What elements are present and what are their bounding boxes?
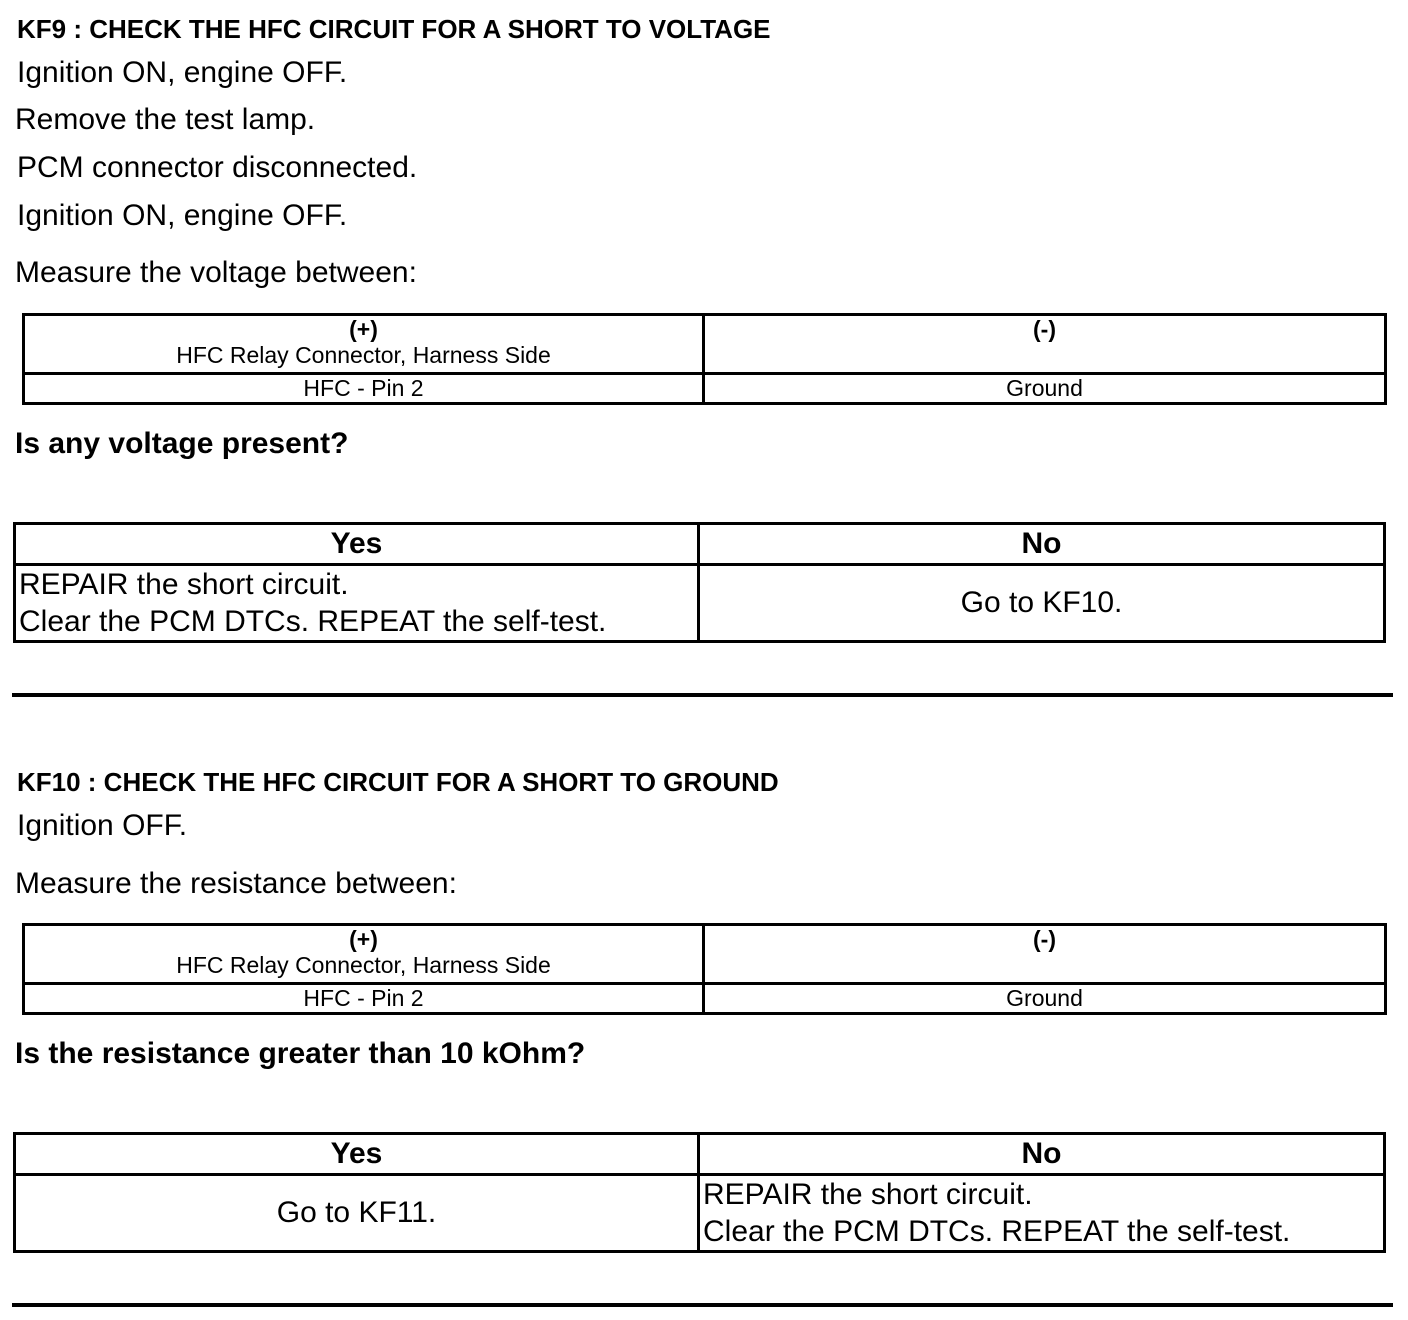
kf9-plus-label: HFC Relay Connector, Harness Side	[176, 342, 551, 368]
kf10-answer-table	[13, 1132, 1386, 1253]
kf10-plus-value: HFC - Pin 2	[24, 984, 704, 1014]
kf10-yes-header: Yes	[15, 1134, 699, 1175]
kf10-no-line-1: REPAIR the short circuit.	[703, 1178, 1033, 1211]
kf9-minus-sign: (-)	[1033, 316, 1056, 342]
kf9-no-result: Go to KF10.	[699, 565, 1385, 642]
section-divider-2	[12, 1303, 1393, 1307]
kf9-plus-header-cell	[24, 315, 704, 374]
kf10-no-header: No	[699, 1134, 1385, 1175]
kf10-no-result	[699, 1175, 1385, 1252]
kf9-measure-instruction: Measure the voltage between:	[15, 256, 417, 289]
kf9-question: Is any voltage present?	[15, 427, 349, 460]
kf10-plus-label: HFC Relay Connector, Harness Side	[176, 952, 551, 978]
kf9-plus-sign: (+)	[349, 316, 378, 342]
kf10-yes-result: Go to KF11.	[15, 1175, 699, 1252]
kf9-answer-table	[13, 522, 1386, 643]
kf10-measurement-table	[22, 923, 1387, 1015]
kf9-minus-value: Ground	[704, 374, 1386, 404]
kf10-plus-sign: (+)	[349, 926, 378, 952]
kf10-plus-header-cell	[24, 925, 704, 984]
section-divider-1	[12, 693, 1393, 697]
kf9-yes-result	[15, 565, 699, 642]
kf10-no-line-2: Clear the PCM DTCs. REPEAT the self-test.	[703, 1215, 1291, 1248]
kf9-yes-line-1: REPAIR the short circuit.	[19, 568, 349, 601]
kf9-no-header: No	[699, 524, 1385, 565]
kf9-step-1: Ignition ON, engine OFF.	[17, 56, 348, 89]
kf10-minus-sign: (-)	[1033, 926, 1056, 952]
kf9-step-2: Remove the test lamp.	[15, 103, 316, 136]
kf10-heading: KF10 : CHECK THE HFC CIRCUIT FOR A SHORT TO GROUND	[17, 767, 779, 797]
kf9-yes-line-2: Clear the PCM DTCs. REPEAT the self-test.	[19, 605, 607, 638]
kf10-measure-instruction: Measure the resistance between:	[15, 867, 457, 900]
kf10-minus-value: Ground	[704, 984, 1386, 1014]
kf9-measurement-table	[22, 313, 1387, 405]
kf10-step-1: Ignition OFF.	[17, 809, 188, 842]
kf9-step-4: Ignition ON, engine OFF.	[17, 199, 348, 232]
kf9-yes-header: Yes	[15, 524, 699, 565]
kf9-plus-value: HFC - Pin 2	[24, 374, 704, 404]
kf10-minus-header-cell	[704, 925, 1386, 984]
kf9-step-3: PCM connector disconnected.	[17, 151, 418, 184]
kf10-question: Is the resistance greater than 10 kOhm?	[15, 1037, 586, 1070]
kf9-heading: KF9 : CHECK THE HFC CIRCUIT FOR A SHORT TO VOLTAGE	[17, 14, 771, 44]
kf9-minus-header-cell	[704, 315, 1386, 374]
